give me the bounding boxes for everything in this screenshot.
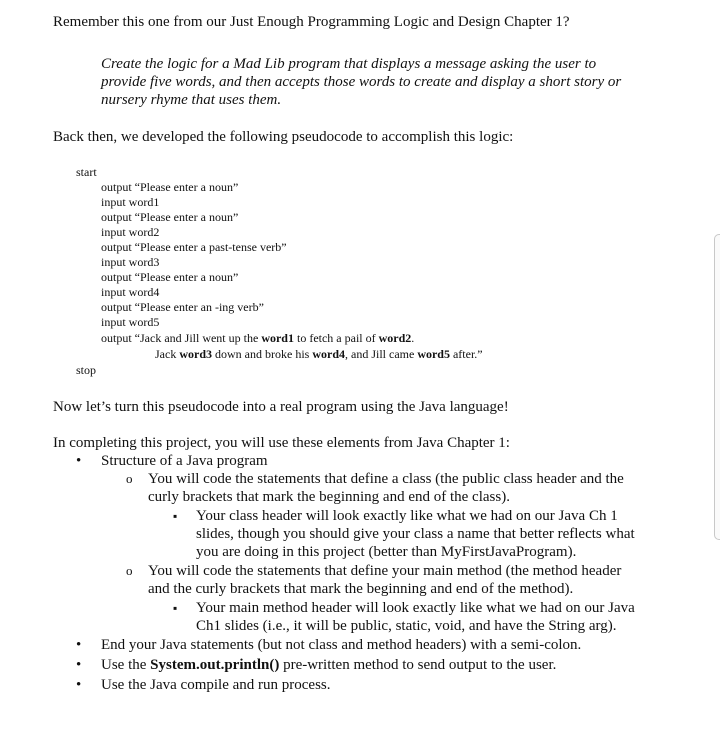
pseudocode-line: output “Please enter a noun” — [101, 210, 239, 224]
scrollbar-handle[interactable] — [714, 234, 720, 540]
variable-word5: word5 — [417, 347, 450, 361]
sub1-line-2: curly brackets that mark the beginning and end of the class). — [148, 489, 510, 505]
pseudocode-final-continuation — [155, 347, 483, 362]
bullet-marker: • — [76, 677, 82, 693]
circle-marker: o — [126, 471, 133, 486]
intro-text: Remember this one from our Just Enough Programming Logic and Design Chapter 1? — [53, 14, 570, 30]
back-then-text: Back then, we developed the following pseudocode to accomplish this logic: — [53, 129, 514, 145]
variable-word4: word4 — [312, 347, 345, 361]
variable-word2: word2 — [378, 331, 412, 345]
sub2-line-1: You will code the statements that define your main method (the method header — [148, 563, 622, 579]
pseudocode-final-output — [101, 331, 414, 346]
pseudocode-line: input word2 — [101, 225, 160, 239]
now-let-text: Now let’s turn this pseudocode into a real program using the Java language! — [53, 399, 509, 415]
text-segment: , and Jill came — [345, 347, 418, 361]
bullet-marker: • — [76, 453, 82, 469]
pseudocode-line: output “Please enter an -ing verb” — [101, 300, 264, 314]
square-marker: ▪ — [173, 601, 178, 615]
pseudocode-start: start — [76, 165, 97, 179]
pseudocode-line: output “Please enter a past-tense verb” — [101, 240, 287, 254]
square-marker: ▪ — [173, 509, 178, 523]
sub2-line-2: and the curly brackets that mark the beginning and end of the method). — [148, 581, 574, 597]
text-segment: Jack — [155, 347, 180, 361]
quote-line-1: Create the logic for a Mad Lib program that displays a message asking the user to — [101, 56, 597, 72]
method-name: System.out.println() — [150, 657, 280, 673]
bullet-marker: • — [76, 637, 82, 653]
sub1-square-line-1: Your class header will look exactly like what we had on our Java Ch 1 — [196, 508, 618, 524]
pseudocode-stop: stop — [76, 363, 97, 377]
sub1-square-line-3: you are doing in this project (better than MyFirstJavaProgram). — [196, 544, 577, 560]
quote-line-3: nursery rhyme that uses them. — [101, 92, 282, 108]
sub1-line-1: You will code the statements that define a class (the public class header and the — [148, 471, 624, 487]
text-segment: pre-written method to send output to the user. — [279, 657, 557, 673]
pseudocode-line: input word4 — [101, 285, 160, 299]
text-segment: . — [411, 331, 415, 345]
list-item-println — [101, 656, 556, 674]
pseudocode-line: output “Please enter a noun” — [101, 270, 239, 284]
pseudocode-line: input word5 — [101, 315, 160, 329]
sub2-square-line-1: Your main method header will look exactly like what we had on our Java — [196, 600, 635, 616]
text-segment: to fetch a pail of — [293, 331, 379, 345]
variable-word1: word1 — [261, 331, 294, 345]
pseudocode-line: input word1 — [101, 195, 160, 209]
quote-line-2: provide five words, and then accepts those words to create and display a short story or — [101, 74, 622, 90]
circle-marker: o — [126, 563, 133, 578]
completing-text: In completing this project, you will use these elements from Java Chapter 1: — [53, 435, 510, 451]
text-segment: Use the — [101, 657, 151, 673]
list-item-compile: Use the Java compile and run process. — [101, 677, 331, 693]
list-item-end-statements: End your Java statements (but not class and method headers) with a semi-colon. — [101, 637, 582, 653]
variable-word3: word3 — [179, 347, 212, 361]
bullet-marker: • — [76, 657, 82, 673]
text-segment: down and broke his — [212, 347, 313, 361]
pseudocode-line: input word3 — [101, 255, 160, 269]
pseudocode-line: output “Please enter a noun” — [101, 180, 239, 194]
text-segment: after.” — [449, 347, 483, 361]
list-item-structure: Structure of a Java program — [101, 453, 268, 469]
text-segment: output “Jack and Jill went up the — [101, 331, 262, 345]
sub2-square-line-2: Ch1 slides (i.e., it will be public, static, void, and have the String arg). — [196, 618, 617, 634]
sub1-square-line-2: slides, though you should give your class a name that better reflects what — [196, 526, 635, 542]
